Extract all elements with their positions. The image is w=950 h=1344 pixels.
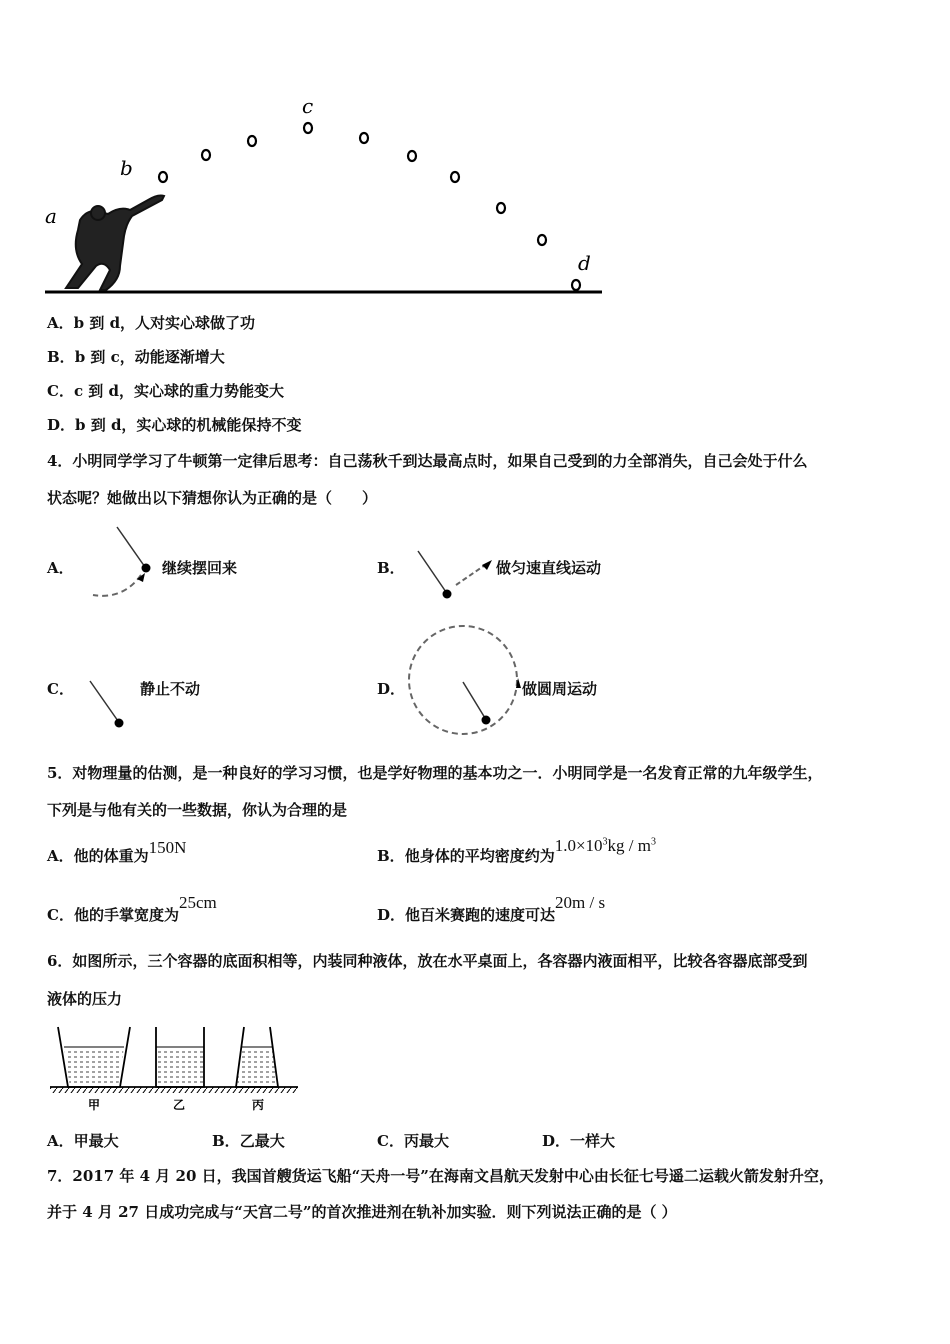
q4-option-a-caption: 继续摆回来: [162, 559, 238, 577]
ball: [304, 123, 312, 133]
option-letter: A．: [47, 847, 74, 865]
ball: [497, 203, 505, 213]
ball: [360, 133, 368, 143]
value-unit-exponent: 3: [651, 836, 656, 848]
q4-option-d-caption: 做圆周运动: [522, 680, 598, 698]
option-text: b 到 d，实心球的机械能保持不变: [75, 416, 302, 434]
q4-stem-line2: 状态呢？她做出以下猜想你认为正确的是（ ）: [47, 489, 378, 507]
option-letter: C．: [47, 382, 74, 400]
option-value: 20m / s: [555, 893, 606, 912]
point-label-c: c: [302, 95, 314, 118]
option-value: [555, 836, 656, 855]
option-text: 他身体的平均密度约为: [404, 847, 555, 865]
ball: [451, 172, 459, 182]
option-value: 25cm: [178, 893, 217, 912]
option-text: 乙最大: [239, 1132, 285, 1150]
q3-option-b: [47, 346, 225, 367]
container-jia: [58, 1027, 130, 1087]
ball: [202, 150, 210, 160]
q3-option-c: [47, 380, 284, 401]
q6-stem-line2: 液体的压力: [47, 990, 123, 1008]
throw-trajectory-figure: [40, 95, 610, 300]
q4-option-d-letter: D．: [377, 680, 406, 698]
value-exponent: 3: [602, 836, 608, 848]
ball: [572, 280, 580, 290]
q4-option-c-caption: 静止不动: [140, 680, 201, 698]
q4-option-a-letter: A．: [47, 559, 74, 577]
option-letter: D．: [542, 1132, 571, 1150]
q6-option-d: [542, 1130, 615, 1151]
container-bing: [236, 1027, 278, 1087]
point-label-d: d: [578, 251, 591, 275]
option-letter: B．: [377, 847, 405, 865]
athlete-figure: [66, 196, 164, 291]
containers-figure: [50, 1025, 300, 1115]
point-label-b: b: [120, 156, 133, 180]
container-label-jia: 甲: [88, 1098, 101, 1112]
option-text: 丙最大: [403, 1132, 449, 1150]
option-text: 他的手掌宽度为: [73, 906, 179, 924]
q6-option-a: [47, 1130, 119, 1151]
option-letter: D．: [47, 416, 76, 434]
q6-stem-line1: 6．如图所示，三个容器的底面积相等，内装同种液体，放在水平桌面上，各容器内液面相平，比较各容器底部受到: [47, 952, 808, 970]
option-text: 一样大: [570, 1132, 616, 1150]
q7-stem-line1: 7．2017 年 4 月 20 日，我国首艘货运飞船“天舟一号”在海南文昌航天发射中心由长征七号遥二运载火箭发射升空，: [47, 1167, 834, 1185]
option-text: b 到 c，动能逐渐增大: [74, 348, 225, 366]
q6-option-c: [377, 1130, 449, 1151]
q4-option-b-figure: [410, 545, 500, 605]
q4-option-b-caption: 做匀速直线运动: [496, 559, 602, 577]
q5-option-c: [47, 893, 217, 925]
value-base: 1.0×10: [554, 836, 603, 855]
option-letter: D．: [377, 906, 406, 924]
container-yi: [156, 1027, 204, 1087]
q5-stem-line2: 下列是与他有关的一些数据，你认为合理的是: [47, 801, 348, 819]
q5-option-d: [377, 893, 606, 925]
q4-option-c-letter: C．: [47, 680, 74, 698]
container-label-bing: 丙: [252, 1098, 265, 1112]
q4-option-b-letter: B．: [377, 559, 405, 577]
q3-option-d: [47, 414, 301, 435]
q4-stem-line1: 4．小明同学学习了牛顿第一定律后思考：自己荡秋千到达最高点时，如果自己受到的力全部消失，自己会处于什么: [47, 452, 808, 470]
option-letter: A．: [47, 1132, 74, 1150]
ball: [248, 136, 256, 146]
q4-option-c-figure: [80, 675, 140, 735]
point-label-a: a: [45, 204, 57, 228]
option-text: 甲最大: [73, 1132, 119, 1150]
q5-option-b: [377, 836, 656, 866]
option-text: c 到 d，实心球的重力势能变大: [73, 382, 285, 400]
value-unit: kg / m: [607, 836, 651, 855]
q5-stem-line1: 5．对物理量的估测，是一种良好的学习习惯，也是学好物理的基本功之一．小明同学是一名发育正常的九年级学生，: [47, 764, 823, 782]
ball: [538, 235, 546, 245]
q4-option-d-figure: [405, 622, 525, 737]
option-letter: B．: [212, 1132, 240, 1150]
ball: [159, 172, 167, 182]
option-text: 他百米赛跑的速度可达: [405, 906, 556, 924]
option-text: b 到 d，人对实心球做了功: [73, 314, 256, 332]
option-letter: C．: [377, 1132, 404, 1150]
container-label-yi: 乙: [173, 1098, 186, 1112]
q5-option-a: [47, 838, 187, 866]
option-letter: A．: [47, 314, 74, 332]
option-letter: C．: [47, 906, 74, 924]
q7-stem-line2: 并于 4 月 27 日成功完成与“天宫二号”的首次推进剂在轨补加实验．则下列说法正确的是（ ）: [47, 1203, 677, 1221]
option-letter: B．: [47, 348, 75, 366]
ball: [408, 151, 416, 161]
q4-option-a-figure: [85, 525, 165, 605]
option-text: 他的体重为: [73, 847, 149, 865]
option-value: 150N: [148, 838, 187, 857]
q3-option-a: [47, 312, 255, 333]
ball-positions: [159, 123, 580, 290]
q6-option-b: [212, 1130, 285, 1151]
